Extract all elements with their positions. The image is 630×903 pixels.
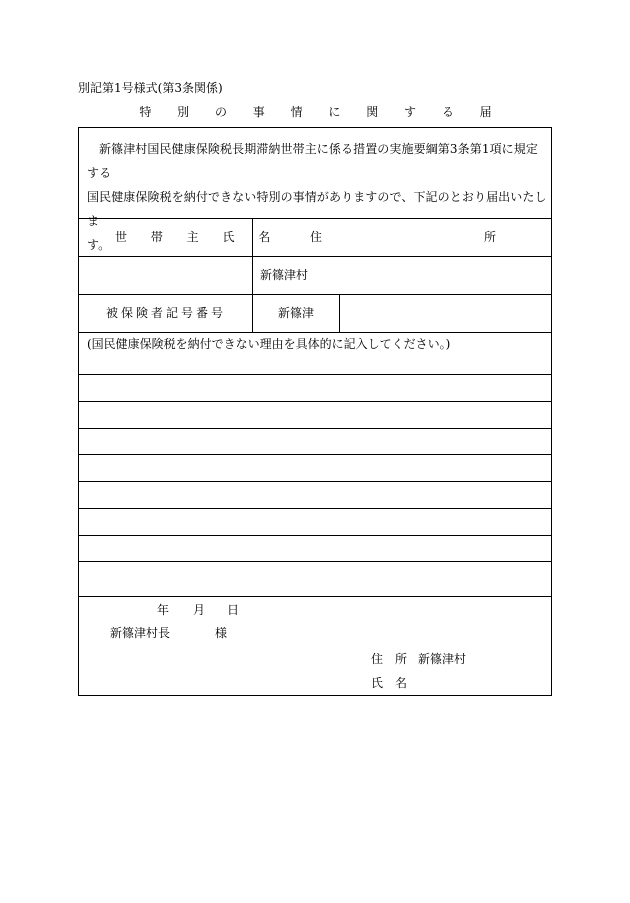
- divider-footer: [79, 596, 551, 597]
- insured-number-label: 被保険者記号番号: [106, 306, 227, 320]
- form-reference: 別記第1号様式(第3条関係): [78, 81, 223, 95]
- reason-instruction: (国民健康保険税を納付できない理由を具体的に記入してください。): [87, 337, 451, 351]
- date-day-label: 日: [227, 603, 240, 617]
- divider-insured-row: [79, 332, 551, 333]
- divider-address-row: [79, 294, 551, 295]
- applicant-address-label: 住 所: [371, 652, 408, 666]
- date-month-label: 月: [193, 603, 206, 617]
- intro-line-1: 新篠津村国民健康保険税長期滞納世帯主に係る措置の実施要綱第3条第1項に規定する: [87, 142, 538, 180]
- notification-form: [78, 127, 552, 696]
- insured-number-prefix: 新篠津: [278, 306, 315, 320]
- applicant-name-label: 氏 名: [371, 676, 408, 690]
- document-title: 特 別 の 事 情 に 関 す る 届: [139, 105, 503, 119]
- divider-intro: [79, 218, 551, 219]
- address-label-right: 所: [484, 230, 497, 244]
- applicant-name-field[interactable]: [418, 671, 546, 693]
- date-year-label: 年: [157, 603, 170, 617]
- reason-field[interactable]: [83, 356, 547, 592]
- address-label-left: 住: [310, 230, 323, 244]
- addressee-mayor: 新篠津村長: [110, 626, 171, 640]
- address-value: 新篠津村: [260, 268, 309, 282]
- intro-line-3: す。: [87, 238, 111, 252]
- intro-line-2: 国民健康保険税を納付できない特別の事情がありますので、下記のとおり届出いたしま: [87, 190, 547, 228]
- applicant-address-value: 新篠津村: [418, 652, 467, 666]
- honorific-sama: 様: [215, 626, 228, 640]
- divider-header-row: [79, 256, 551, 257]
- column-divider-insured: [339, 294, 340, 332]
- householder-name-label: 世 帯 主 氏 名: [115, 230, 281, 244]
- householder-name-field[interactable]: [83, 260, 249, 292]
- insured-number-field[interactable]: [343, 298, 548, 328]
